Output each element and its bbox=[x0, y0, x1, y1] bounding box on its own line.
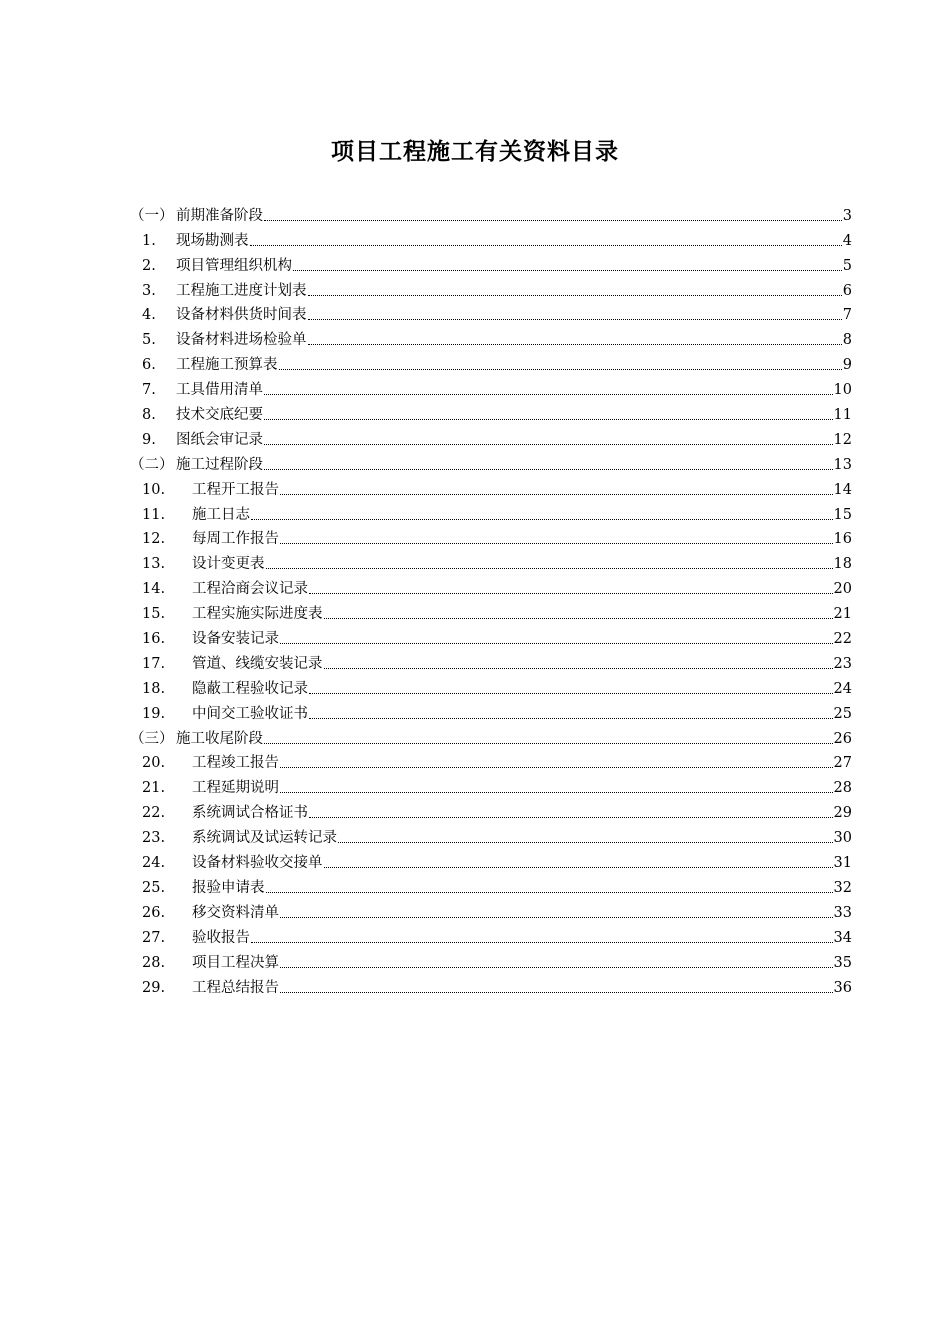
toc-entry-label: 中间交工验收证书 bbox=[192, 705, 308, 722]
toc-entry bbox=[130, 374, 852, 399]
toc-section-heading bbox=[130, 449, 852, 474]
toc-dot-leader bbox=[293, 269, 842, 271]
toc-entry-label: 施工过程阶段 bbox=[176, 456, 263, 473]
toc-entry bbox=[130, 300, 852, 325]
toc-entry bbox=[130, 673, 852, 698]
toc-entry-page-number: 16 bbox=[833, 531, 852, 548]
toc-entry-label: 验收报告 bbox=[192, 929, 250, 946]
toc-dot-leader bbox=[309, 717, 833, 719]
toc-entry bbox=[130, 897, 852, 922]
toc-entry-number: 11. bbox=[142, 506, 166, 523]
toc-entry-page-number: 32 bbox=[833, 879, 852, 896]
toc-entry-label: 前期准备阶段 bbox=[176, 207, 263, 224]
page-title: 项目工程施工有关资料目录 bbox=[331, 139, 619, 165]
toc-entry-page-number: 26 bbox=[833, 730, 852, 747]
toc-entry-number: 3. bbox=[142, 282, 156, 299]
toc-section-heading bbox=[130, 200, 852, 225]
toc-entry bbox=[130, 548, 852, 573]
toc-entry bbox=[130, 748, 852, 773]
toc-entry-label: 技术交底纪要 bbox=[176, 407, 263, 424]
toc-entry-number: 27. bbox=[142, 929, 166, 946]
toc-entry-number: 9. bbox=[142, 431, 156, 448]
toc-entry bbox=[130, 623, 852, 648]
toc-dot-leader bbox=[279, 368, 842, 370]
toc-entry bbox=[130, 648, 852, 673]
toc-dot-leader bbox=[324, 667, 833, 669]
toc-dot-leader bbox=[264, 418, 833, 420]
toc-entry bbox=[130, 972, 852, 997]
toc-entry-number: 29. bbox=[142, 979, 166, 996]
toc-entry-label: 设备材料进场检验单 bbox=[176, 332, 307, 349]
toc-entry bbox=[130, 598, 852, 623]
toc-dot-leader bbox=[251, 518, 833, 520]
toc-entry-number: 12. bbox=[142, 531, 166, 548]
toc-entry-number: 6. bbox=[142, 357, 156, 374]
toc-entry-number: 28. bbox=[142, 954, 166, 971]
toc-entry-number: 22. bbox=[142, 805, 166, 822]
toc-entry-page-number: 34 bbox=[833, 929, 852, 946]
toc-entry bbox=[130, 399, 852, 424]
toc-entry-page-number: 8 bbox=[842, 332, 852, 349]
toc-entry-number: 26. bbox=[142, 904, 166, 921]
toc-entry bbox=[130, 822, 852, 847]
toc-entry-page-number: 7 bbox=[842, 307, 852, 324]
toc-entry bbox=[130, 847, 852, 872]
toc-entry bbox=[130, 797, 852, 822]
toc-entry-page-number: 35 bbox=[833, 954, 852, 971]
toc-entry bbox=[130, 499, 852, 524]
toc-entry-number: 16. bbox=[142, 631, 166, 648]
toc-entry bbox=[130, 250, 852, 275]
toc-entry-page-number: 9 bbox=[842, 357, 852, 374]
toc-entry-label: 移交资料清单 bbox=[192, 904, 279, 921]
toc-entry-label: 工程洽商会议记录 bbox=[192, 581, 308, 598]
toc-entry bbox=[130, 524, 852, 549]
toc-dot-leader bbox=[280, 542, 833, 544]
toc-entry-page-number: 4 bbox=[842, 232, 852, 249]
toc-dot-leader bbox=[264, 219, 842, 221]
toc-entry-label: 工程实施实际进度表 bbox=[192, 606, 323, 623]
toc-entry bbox=[130, 474, 852, 499]
toc-entry-page-number: 5 bbox=[842, 257, 852, 274]
toc-dot-leader bbox=[308, 343, 842, 345]
toc-entry-label: 工具借用清单 bbox=[176, 382, 263, 399]
toc-entry-number: 8. bbox=[142, 407, 156, 424]
toc-entry-number: 15. bbox=[142, 606, 166, 623]
toc-entry-number: （二） bbox=[130, 456, 174, 473]
toc-entry-label: 工程开工报告 bbox=[192, 481, 279, 498]
toc-entry-number: 24. bbox=[142, 855, 166, 872]
toc-dot-leader bbox=[266, 891, 833, 893]
toc-dot-leader bbox=[280, 766, 833, 768]
toc-dot-leader bbox=[264, 443, 833, 445]
toc-entry bbox=[130, 324, 852, 349]
toc-entry-page-number: 14 bbox=[833, 481, 852, 498]
toc-entry bbox=[130, 947, 852, 972]
toc-entry-page-number: 29 bbox=[833, 805, 852, 822]
toc-entry-label: 设计变更表 bbox=[192, 556, 265, 573]
toc-entry-number: 23. bbox=[142, 830, 166, 847]
toc-dot-leader bbox=[280, 991, 833, 993]
toc-entry-label: 工程总结报告 bbox=[192, 979, 279, 996]
toc-dot-leader bbox=[308, 318, 842, 320]
toc-dot-leader bbox=[280, 791, 833, 793]
toc-entry-page-number: 10 bbox=[833, 382, 852, 399]
toc-entry-number: 20. bbox=[142, 755, 166, 772]
toc-dot-leader bbox=[308, 294, 842, 296]
toc-dot-leader bbox=[266, 567, 833, 569]
toc-entry-label: 工程施工预算表 bbox=[176, 357, 278, 374]
toc-entry-page-number: 3 bbox=[842, 207, 852, 224]
toc-entry-number: （一） bbox=[130, 207, 174, 224]
toc-entry-page-number: 30 bbox=[833, 830, 852, 847]
toc-dot-leader bbox=[280, 966, 833, 968]
toc-entry-label: 管道、线缆安装记录 bbox=[192, 655, 323, 672]
toc-entry-page-number: 28 bbox=[833, 780, 852, 797]
table-of-contents bbox=[130, 200, 852, 997]
toc-entry-number: 2. bbox=[142, 257, 156, 274]
toc-entry-number: 1. bbox=[142, 232, 156, 249]
toc-entry-page-number: 33 bbox=[833, 904, 852, 921]
toc-entry-number: 14. bbox=[142, 581, 166, 598]
toc-entry-page-number: 13 bbox=[833, 456, 852, 473]
toc-entry bbox=[130, 275, 852, 300]
toc-entry-page-number: 15 bbox=[833, 506, 852, 523]
toc-entry bbox=[130, 349, 852, 374]
toc-entry-label: 现场勘测表 bbox=[176, 232, 249, 249]
toc-entry-page-number: 31 bbox=[833, 855, 852, 872]
toc-entry-page-number: 36 bbox=[833, 979, 852, 996]
toc-entry-label: 工程竣工报告 bbox=[192, 755, 279, 772]
toc-entry-page-number: 21 bbox=[833, 606, 852, 623]
toc-entry bbox=[130, 872, 852, 897]
toc-entry-page-number: 6 bbox=[842, 282, 852, 299]
toc-entry-number: （三） bbox=[130, 730, 174, 747]
toc-entry-number: 21. bbox=[142, 780, 166, 797]
toc-dot-leader bbox=[280, 916, 833, 918]
toc-entry-number: 10. bbox=[142, 481, 166, 498]
toc-dot-leader bbox=[264, 742, 833, 744]
toc-entry-label: 报验申请表 bbox=[192, 879, 265, 896]
toc-entry-page-number: 25 bbox=[833, 705, 852, 722]
toc-entry-label: 系统调试合格证书 bbox=[192, 805, 308, 822]
toc-dot-leader bbox=[309, 816, 833, 818]
toc-entry-number: 25. bbox=[142, 879, 166, 896]
toc-dot-leader bbox=[309, 592, 833, 594]
toc-entry-label: 图纸会审记录 bbox=[176, 431, 263, 448]
toc-entry bbox=[130, 424, 852, 449]
toc-entry-label: 项目工程决算 bbox=[192, 954, 279, 971]
toc-entry-label: 系统调试及试运转记录 bbox=[192, 830, 337, 847]
toc-entry-number: 7. bbox=[142, 382, 156, 399]
toc-entry-page-number: 11 bbox=[833, 407, 852, 424]
toc-entry bbox=[130, 772, 852, 797]
toc-entry bbox=[130, 225, 852, 250]
toc-entry-page-number: 27 bbox=[833, 755, 852, 772]
toc-dot-leader bbox=[280, 493, 833, 495]
toc-entry-label: 施工收尾阶段 bbox=[176, 730, 263, 747]
toc-entry-number: 4. bbox=[142, 307, 156, 324]
toc-dot-leader bbox=[324, 617, 833, 619]
toc-entry-label: 设备材料验收交接单 bbox=[192, 855, 323, 872]
toc-entry-label: 每周工作报告 bbox=[192, 531, 279, 548]
toc-entry-label: 设备安装记录 bbox=[192, 631, 279, 648]
toc-entry bbox=[130, 698, 852, 723]
toc-dot-leader bbox=[324, 866, 833, 868]
toc-entry-page-number: 24 bbox=[833, 680, 852, 697]
toc-dot-leader bbox=[309, 692, 833, 694]
toc-dot-leader bbox=[264, 393, 833, 395]
toc-dot-leader bbox=[250, 244, 842, 246]
toc-dot-leader bbox=[264, 468, 833, 470]
toc-dot-leader bbox=[280, 642, 833, 644]
toc-entry-page-number: 20 bbox=[833, 581, 852, 598]
toc-entry-label: 设备材料供货时间表 bbox=[176, 307, 307, 324]
toc-entry-number: 17. bbox=[142, 655, 166, 672]
toc-entry-number: 5. bbox=[142, 332, 156, 349]
toc-dot-leader bbox=[251, 941, 833, 943]
toc-dot-leader bbox=[338, 841, 833, 843]
toc-entry-number: 19. bbox=[142, 705, 166, 722]
toc-entry-page-number: 23 bbox=[833, 655, 852, 672]
toc-entry-number: 13. bbox=[142, 556, 166, 573]
toc-entry-label: 施工日志 bbox=[192, 506, 250, 523]
toc-entry-label: 隐蔽工程验收记录 bbox=[192, 680, 308, 697]
toc-entry-number: 18. bbox=[142, 680, 166, 697]
toc-entry-page-number: 22 bbox=[833, 631, 852, 648]
toc-entry-label: 工程延期说明 bbox=[192, 780, 279, 797]
toc-section-heading bbox=[130, 723, 852, 748]
toc-entry-page-number: 12 bbox=[833, 431, 852, 448]
toc-entry-page-number: 18 bbox=[833, 556, 852, 573]
toc-entry bbox=[130, 922, 852, 947]
toc-entry bbox=[130, 573, 852, 598]
toc-entry-label: 项目管理组织机构 bbox=[176, 257, 292, 274]
toc-entry-label: 工程施工进度计划表 bbox=[176, 282, 307, 299]
